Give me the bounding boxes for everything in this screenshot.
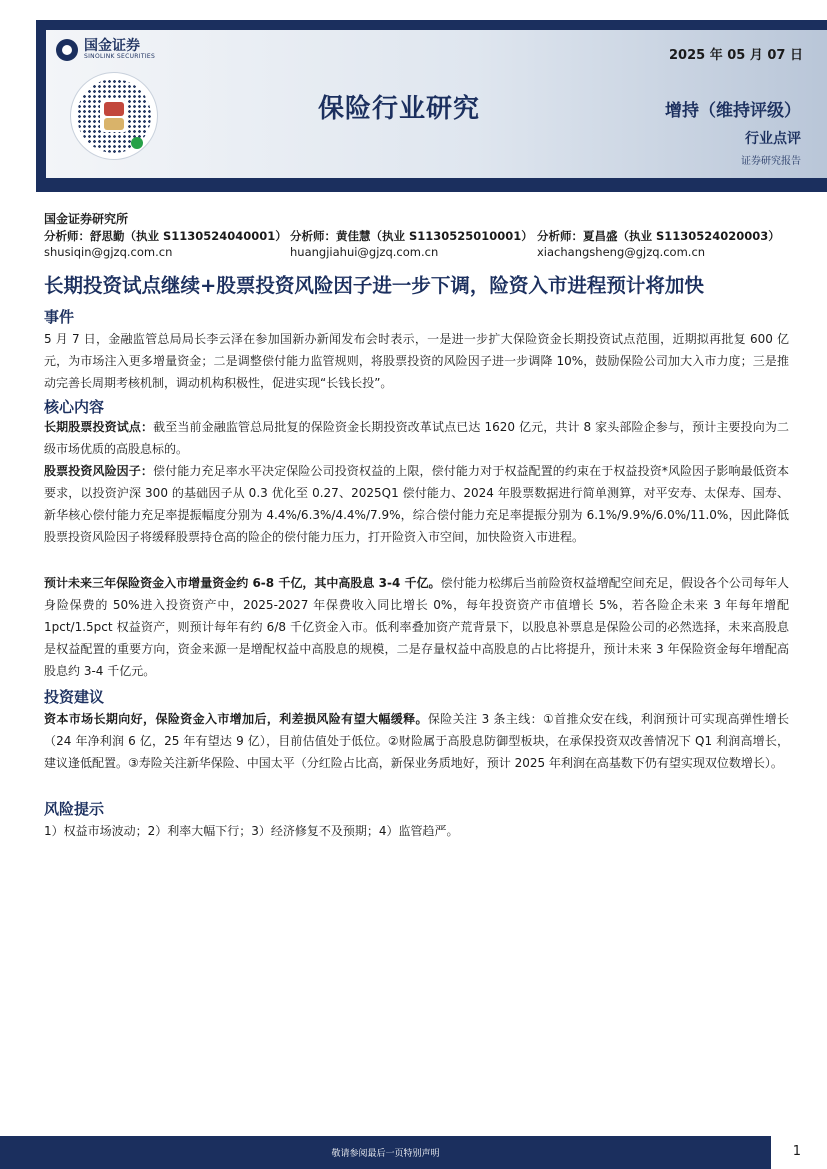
company-logo [56, 36, 155, 64]
footer-disclaimer: 敬请参阅最后一页特别声明 [331, 1149, 440, 1159]
core-p1-body: 截至当前金融监管总局批复的保险资金长期投资改革试点已达 1620 亿元，共计 8 家头部险企参与，预计主要投向为二级市场优质的高股息标的。 [44, 420, 789, 456]
core-paragraph-1 [44, 416, 789, 460]
core-paragraph-3 [44, 572, 789, 682]
report-title: 长期投资试点继续+股票投资风险因子进一步下调，险资入市进程预计将加快 [44, 274, 704, 297]
analyst-1-email[interactable]: shusiqin@gjzq.com.cn [44, 245, 173, 259]
analyst-3: 分析师：夏昌盛（执业 S1130524020003） [537, 229, 780, 243]
logo-name-cn: 国金证券 [84, 38, 140, 54]
core-p1-lead: 长期股票投资试点： [44, 420, 154, 434]
rating-label: 增持（维持评级） [665, 101, 801, 121]
core-p3-lead: 预计未来三年保险资金入市增量资金约 6-8 千亿，其中高股息 3-4 千亿。 [44, 576, 441, 590]
logo-name-en: SINOLINK SECURITIES [84, 53, 156, 60]
analyst-3-email[interactable]: xiachangsheng@gjzq.com.cn [537, 245, 706, 259]
page-number: 1 [792, 1144, 801, 1159]
report-type: 行业点评 [745, 131, 801, 147]
report-date: 2025 年 05 月 07 日 [669, 48, 803, 63]
event-paragraph: 5 月 7 日，金融监管总局局长李云泽在参加国新办新闻发布会时表示，一是进一步扩大保险资金长期投资试点范围，近期拟再批复 600 亿元，为市场注入更多增量资金；二是调整偿付能力监管规则，将股票投资的风险因子进一步调降 10%，鼓励保险公司加大入市力度；三是推动完善长周期考核机制，调动机构积极性，促进实现“长钱长投”。 [44, 332, 789, 390]
qr-code-icon [70, 72, 158, 160]
core-paragraph-2 [44, 460, 789, 548]
analyst-2-email[interactable]: huangjiahui@gjzq.com.cn [290, 245, 439, 259]
advice-paragraph [44, 708, 789, 774]
advice-body: 保险关注 3 条主线：①首推众安在线，利润预计可实现高弹性增长（24 年净利润 6 亿，25 年有望达 9 亿），目前估值处于低位。②财险属于高股息防御型板块，在承保投资双改善情况下 Q1 利润高增长，建议逢低配置。③寿险关注新华保险、中国太平（分红险占比高，新保业务质地好，预计 2025 年利润在高基数下仍有望实现双位数增长）。 [44, 712, 789, 770]
heading-core: 核心内容 [44, 398, 105, 416]
sinolink-logo-icon [56, 39, 78, 61]
advice-lead: 资本市场长期向好，保险资金入市增加后，利差损风险有望大幅缓释。 [44, 712, 428, 726]
heading-risk: 风险提示 [44, 800, 105, 818]
analyst-1: 分析师：舒思勤（执业 S1130524040001） [44, 229, 287, 243]
analyst-2: 分析师：黄佳慧（执业 S1130525010001） [290, 229, 533, 243]
core-p3-body: 偿付能力松绑后当前险资权益增配空间充足，假设各个公司每年人身险保费的 50%进入投资资产中，2025-2027 年保费收入同比增长 0%，每年投资资产市值增长 5%，若各险企未来 3 年每年增配 1pct/1.5pct 权益资产，则预计每年有约 6/8 千亿资金入市。低利率叠加资产荒背景下，以股息补票息是保险公司的必然选择，未来高股息是权益配置的重要方向，资金来源一是增配权益中高股息的规模，二是存量权益中高股息的占比将提升，预计未来 3 年保险资金每年增配高股息约 3-4 千亿元。 [44, 576, 789, 678]
core-p2-lead: 股票投资风险因子： [44, 464, 154, 478]
section-title: 保险行业研究 [318, 94, 481, 124]
heading-advice: 投资建议 [44, 688, 105, 706]
report-subtype: 证券研究报告 [741, 156, 801, 167]
risk-paragraph: 1）权益市场波动；2）利率大幅下行；3）经济修复不及预期；4）监管趋严。 [44, 824, 459, 838]
institute-name: 国金证券研究所 [44, 212, 129, 226]
heading-event: 事件 [44, 308, 75, 326]
core-p2-body: 偿付能力充足率水平决定保险公司投资权益的上限，偿付能力对于权益配置的约束在于权益投资*风险因子影响最低资本要求，以投资沪深 300 的基础因子从 0.3 优化至 0.27、2025Q1 偿付能力、2024 年股票数据进行简单测算，对平安寿、太保寿、国寿、新华核心偿付能力充足率提振幅度分别为 4.4%/6.3%/4.4%/7.9%，综合偿付能力充足率提振分别为 6.1%/9.9%/6.0%/11.0%，因此降低股票投资风险因子将缓释股票持仓高的险企的偿付能力压力，打开险资入市空间，加快险资入市进程。 [44, 464, 789, 544]
